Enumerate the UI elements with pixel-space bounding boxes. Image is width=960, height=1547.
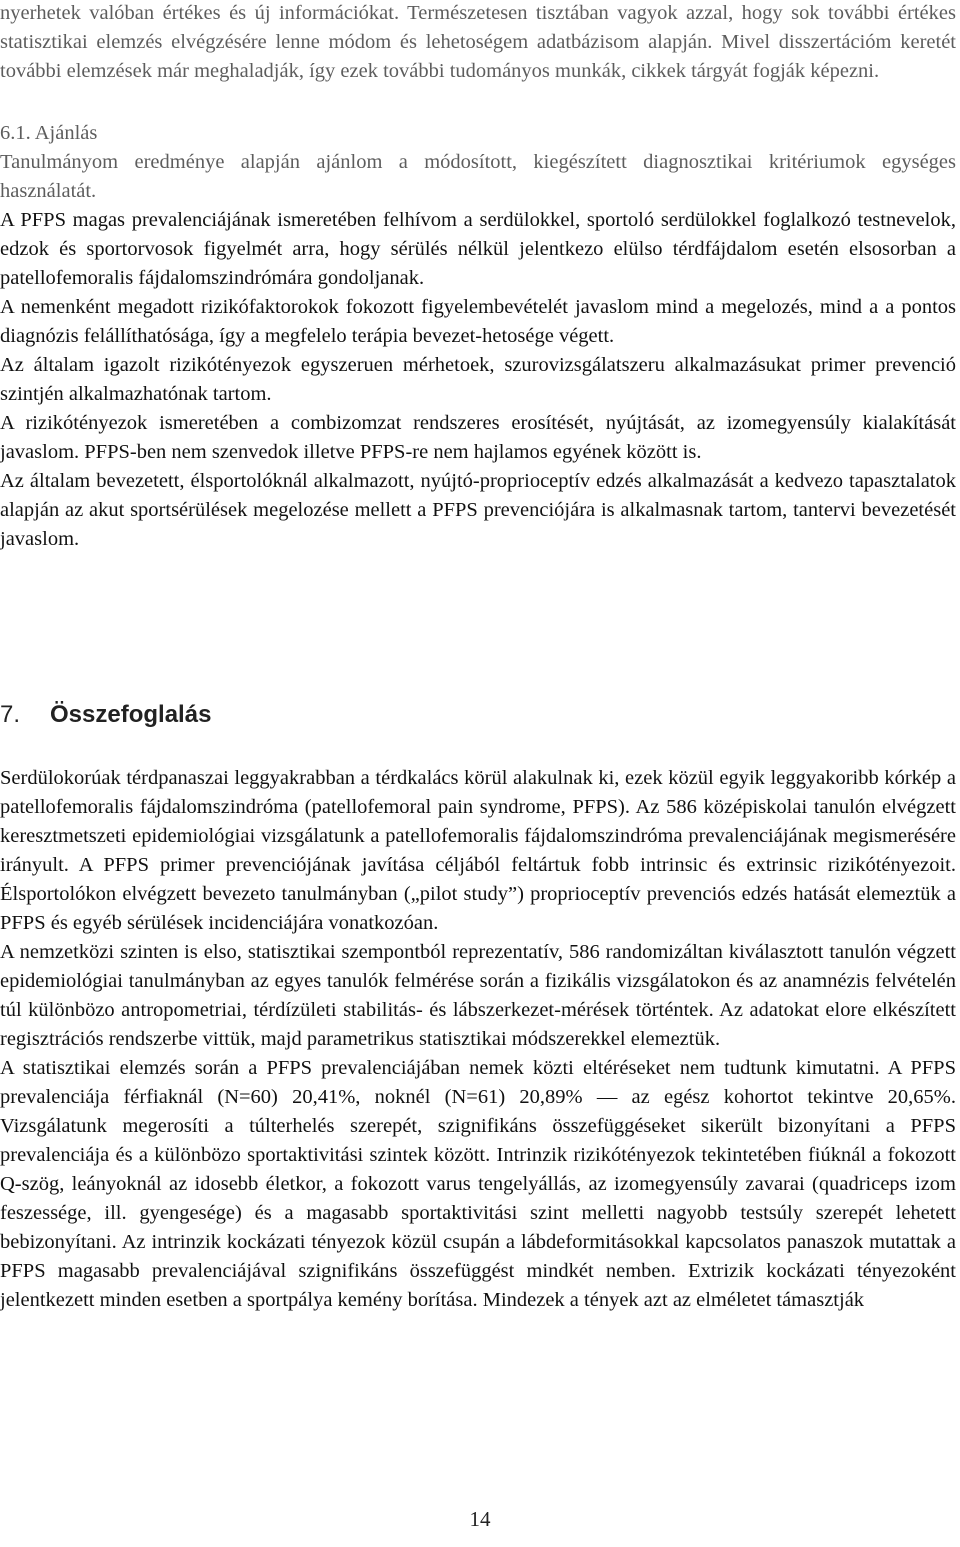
recommendation-paragraph: A nemenként megadott rizikófaktorokok fokozott figyelembevételét javaslom mind a megelozés, mind a a pontos diagnózis felállíthatósága, így a megfelelo terápia bevezet-hetosége végett. bbox=[0, 296, 956, 347]
recommendation-paragraph: Az általam bevezetett, élsportolóknál alkalmazott, nyújtó-proprioceptív edzés alkalmazását a kedvezo tapasztalatok alapján az akut sportsérülések megelozése mellett a PFPS prevenciójára is alkalmasnak tartom, tantervi bevezetését javaslom. bbox=[0, 470, 956, 550]
recommendation-paragraph: Tanulmányom eredménye alapján ajánlom a módosított, kiegészített diagnosztikai kritériumok egységes használatát. bbox=[0, 151, 956, 202]
chapter-heading bbox=[0, 699, 211, 731]
top-text-block bbox=[0, 0, 956, 554]
recommendation-paragraph: A PFPS magas prevalenciájának ismeretében felhívom a serdülokkel, sportoló serdülokkel foglalkozó testnevelok, edzok és sportorvosok figyelmét arra, hogy sérülés nélkül jelentkezo elülso térdfájdalom esetén elsosorban a patellofemoralis fájdalomszindrómára gondoljanak. bbox=[0, 209, 956, 289]
chapter-title: Összefoglalás bbox=[50, 701, 212, 728]
chapter-number: 7. bbox=[0, 701, 21, 728]
intro-paragraph: nyerhetek valóban értékes és új információkat. Természetesen tisztában vagyok azzal, hogy sok további értékes statisztikai elemzés elvégzésére lenne módom és lehetoségem adatbázisom alapján. Mivel disszertációm keretét további elemzések már meghaladják, így ezek további tudományos munkák, cikkek tárgyát fogják képezni. bbox=[0, 2, 956, 82]
recommendation-paragraph: A rizikótényezok ismeretében a combizomzat rendszeres erosítését, nyújtását, az izomegyensúly kialakítását javaslom. PFPS-ben nem szenvedok illetve PFPS-re nem hajlamos egyének között is. bbox=[0, 412, 956, 463]
page-number: 14 bbox=[469, 1507, 491, 1531]
summary-paragraph: A nemzetközi szinten is elso, statisztikai szempontból reprezentatív, 586 randomizáltan kiválasztott tanulón végzett epidemiológiai tanulmányban az egyes tanulók felmérése során a fizikális vizsgálatokon és az anamnézis felvételén túl különbözo antropometriai, térdízületi stabilitás- és lábszerkezet-mérések történtek. Az adatokat elore elkészített regisztrációs rendszerbe vittük, majd parametrikus statisztikai módszerekkel elemeztük. bbox=[0, 941, 956, 1050]
section-heading-6-1: 6.1. Ajánlás bbox=[0, 122, 98, 144]
summary-paragraph: Serdülokorúak térdpanaszai leggyakrabban a térdkalács körül alakulnak ki, ezek közül egyik leggyakoribb kórkép a patellofemoralis fájdalomszindróma (patellofemoral pain syndrome, PFPS). Az 586 középiskolai tanulón elvégzett keresztmetszeti epidemiológiai vizsgálatunk a patellofemoralis fájdalomszindróma prevalenciájának megismerésére irányult. A PFPS primer prevenciójának javítása céljából feltártuk fobb intrinsic és extrinsic rizikótényezoit. Élsportolókon elvégzett bevezeto tanulmányban („pilot study”) proprioceptív prevenciós edzés hatását elemeztük a PFPS és egyéb sérülések incidenciájára vonatkozóan. bbox=[0, 767, 956, 934]
summary-paragraph: A statisztikai elemzés során a PFPS prevalenciájában nemek közti eltéréseket nem tudtunk kimutatni. A PFPS prevalenciája férfiaknál (N=60) 20,41%, noknél (N=61) 20,89% — az egész kohortot tekintve 20,65%. Vizsgálatunk megerosíti a túlterhelés szerepét, szignifikáns összefüggéseket sikerült bizonyítani a PFPS prevalenciája és a különbözo sportaktivitási szintek között. Intrinzik rizikótényezok tekintetében fiúknál a fokozott Q-szög, leányoknál az idosebb életkor, a fokozott varus tengelyállás, az izomegyensúly zavarai (quadriceps izom feszessége, ill. gyengesége) és a magasabb sportaktivitási szint melletti nagyobb testsúly szerepét lehetett bebizonyítani. Az intrinzik kockázati tényezok közül csupán a lábdeformitásokkal kapcsolatos panaszok mutattak a PFPS magasabb prevalenciájával szignifikáns összefüggést mindkét nemben. Extrizik kockázati tényezoként jelentkezett minden esetben a sportpálya kemény borítása. Mindezek a tények azt az elméletet támasztják bbox=[0, 1057, 956, 1311]
recommendation-paragraph: Az általam igazolt rizikótényezok egyszeruen mérhetoek, szurovizsgálatszeru alkalmazásukat primer prevenció szintjén alkalmazhatónak tartom. bbox=[0, 354, 956, 405]
summary-text-block bbox=[0, 764, 956, 1315]
